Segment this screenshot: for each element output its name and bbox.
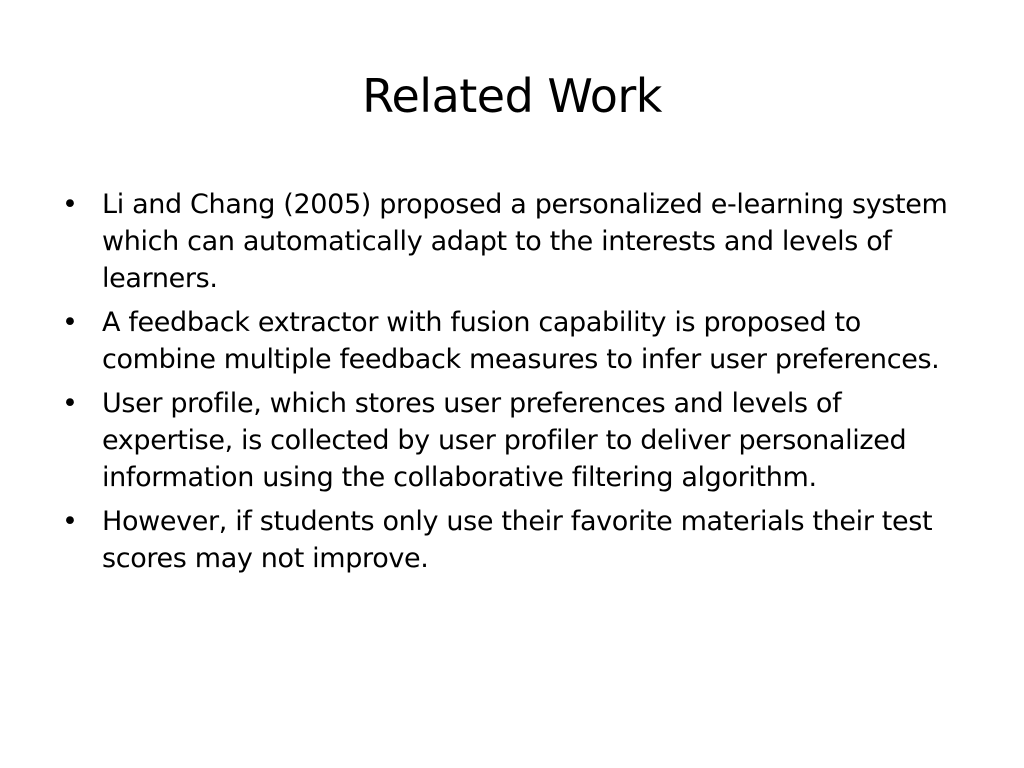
bullet-list [60, 186, 970, 584]
bullet-item [60, 385, 970, 496]
slide-title: Related Work [362, 69, 662, 123]
bullet-icon: • [62, 307, 78, 338]
bullet-text: Li and Chang (2005) proposed a personalized e-learning system which can automatically adapt to the interests and levels of learners. [102, 189, 948, 294]
bullet-icon: • [62, 189, 78, 220]
bullet-icon: • [62, 388, 78, 419]
bullet-text: User profile, which stores user preferences and levels of expertise, is collected by user profiler to deliver personalized information using the collaborative filtering algorithm. [102, 388, 907, 493]
bullet-item [60, 304, 970, 378]
bullet-text: A feedback extractor with fusion capability is proposed to combine multiple feedback measures to infer user preferences. [102, 307, 940, 375]
bullet-text: However, if students only use their favorite materials their test scores may not improve. [102, 506, 933, 574]
bullet-item [60, 186, 970, 297]
bullet-item [60, 503, 970, 577]
bullet-icon: • [62, 506, 78, 537]
